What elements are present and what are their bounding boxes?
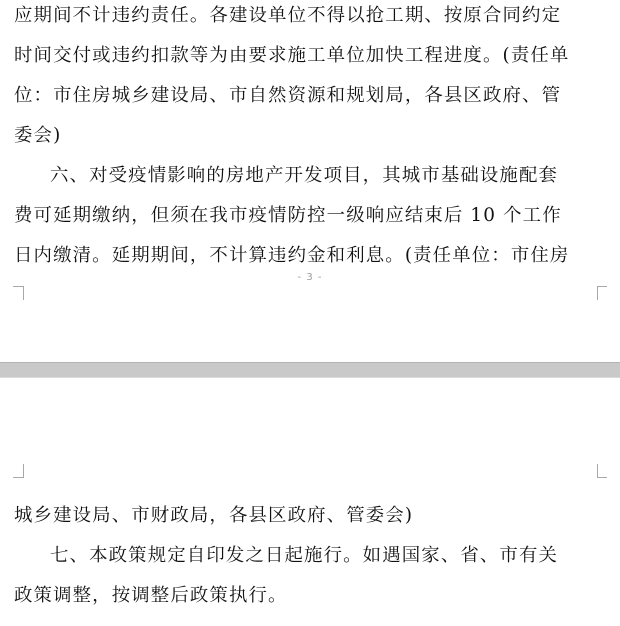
body-text-line: 应期间不计违约责任。各建设单位不得以抢工期、按原合同约定: [14, 5, 562, 26]
body-text-line: 城乡建设局、市财政局，各县区政府、管委会): [14, 505, 414, 526]
body-text-line: 政策调整，按调整后政策执行。: [14, 585, 288, 606]
bottom-left-crop-mark: [13, 286, 24, 300]
paragraph-six-first-line: 六、对受疫情影响的房地产开发项目，其城市基础设施配套: [50, 165, 559, 186]
body-text-line: 委会): [14, 125, 62, 146]
body-text-line: 时间交付或违约扣款等为由要求施工单位加快工程进度。(责任单: [14, 45, 570, 66]
body-text-line: 日内缴清。延期期间，不计算违约金和利息。(责任单位：市住房: [14, 245, 570, 266]
top-left-crop-mark: [13, 464, 24, 478]
paragraph-seven-first-line: 七、本政策规定自印发之日起施行。如遇国家、省、市有关: [50, 545, 559, 566]
page-separator: [0, 362, 620, 378]
bottom-right-crop-mark: [597, 286, 608, 300]
top-right-crop-mark: [597, 464, 608, 478]
page-number: - 3 -: [297, 272, 323, 283]
body-text-line: 位：市住房城乡建设局、市自然资源和规划局，各县区政府、管: [14, 85, 562, 106]
body-text-line: 费可延期缴纳，但须在我市疫情防控一级响应结束后 10 个工作: [14, 205, 562, 226]
document-page-4: [0, 378, 620, 626]
